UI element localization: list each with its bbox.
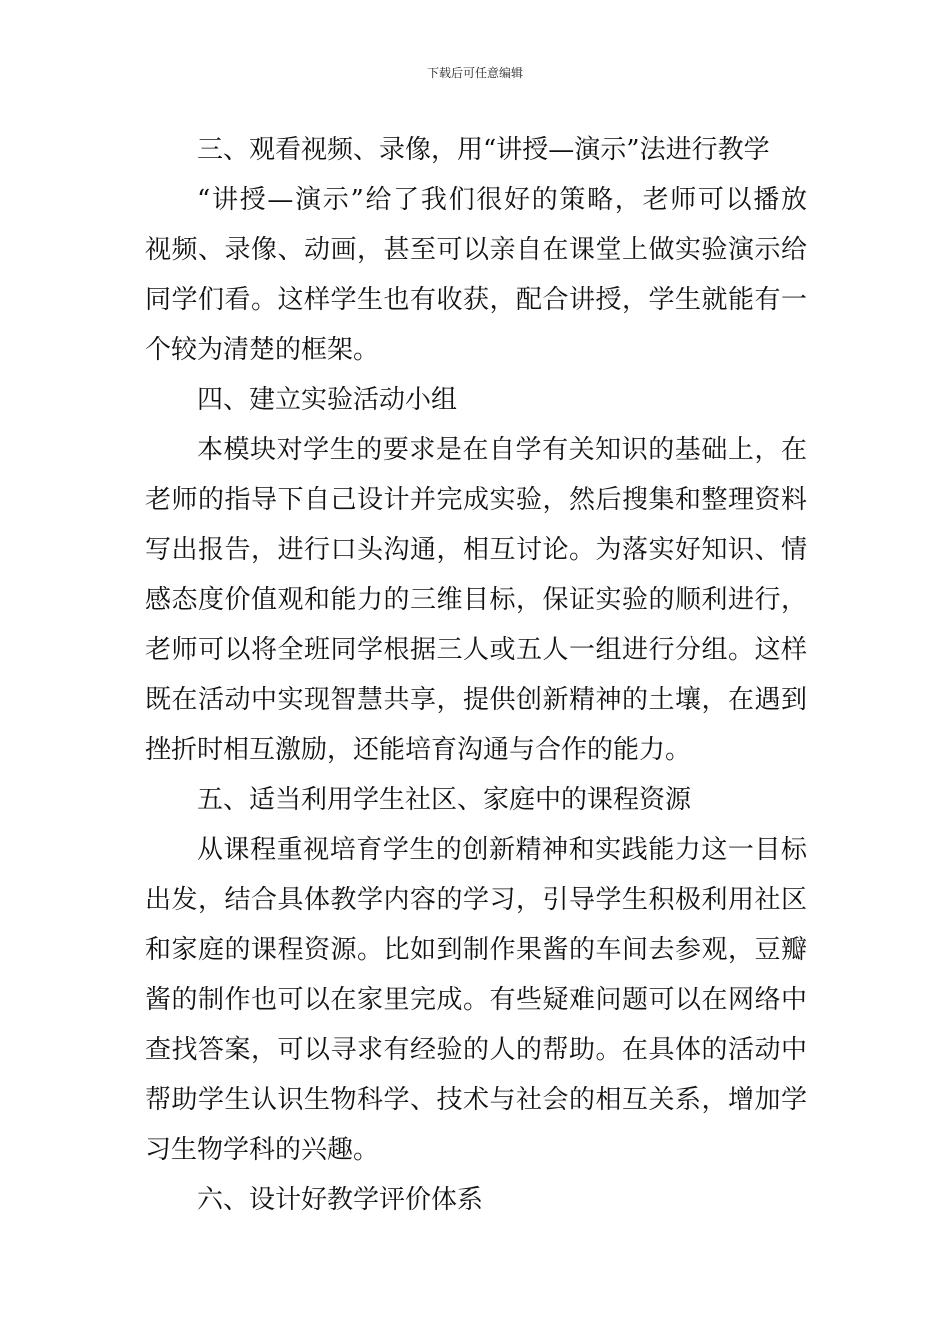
paragraph-line: 和家庭的课程资源。比如到制作果酱的车间去参观，豆瓣 [145,935,807,965]
page-header: 下载后可任意编辑 [426,66,523,80]
paragraph-line: 写出报告，进行口头沟通，相互讨论。为落实好知识、情 [145,535,807,565]
paragraph-line: 酱的制作也可以在家里完成。有些疑难问题可以在网络中 [145,985,807,1015]
heading-section-3: 三、观看视频、录像，用“讲授—演示”法进行教学 [197,135,770,165]
paragraph-line: 老师的指导下自己设计并完成实验，然后搜集和整理资料 [145,485,807,515]
paragraph-line: 老师可以将全班同学根据三人或五人一组进行分组。这样 [145,635,807,665]
paragraph-line: 帮助学生认识生物科学、技术与社会的相互关系，增加学 [145,1085,807,1115]
paragraph-line: 视频、录像、动画，甚至可以亲自在课堂上做实验演示给 [145,235,807,265]
paragraph-line: 查找答案，可以寻求有经验的人的帮助。在具体的活动中 [145,1035,807,1065]
paragraph-line: 既在活动中实现智慧共享，提供创新精神的土壤，在遇到 [145,685,807,715]
paragraph-line: 习生物学科的兴趣。 [145,1135,380,1165]
paragraph-line: 出发，结合具体教学内容的学习，引导学生积极利用社区 [145,885,807,915]
paragraph-line: 同学们看。这样学生也有收获，配合讲授，学生就能有一 [145,285,807,315]
document-body [145,125,807,1225]
paragraph-line: 感态度价值观和能力的三维目标，保证实验的顺利进行， [145,585,807,615]
heading-section-4: 四、建立实验活动小组 [197,385,458,415]
paragraph-line: 本模块对学生的要求是在自学有关知识的基础上，在 [197,435,807,465]
heading-section-6: 六、设计好教学评价体系 [197,1185,484,1215]
paragraph-line: “讲授—演示”给了我们很好的策略，老师可以播放 [197,185,807,215]
paragraph-line: 从课程重视培育学生的创新精神和实践能力这一目标 [197,835,807,865]
paragraph-line: 个较为清楚的框架。 [145,335,380,365]
heading-section-5: 五、适当利用学生社区、家庭中的课程资源 [197,785,692,815]
paragraph-line: 挫折时相互激励，还能培育沟通与合作的能力。 [145,735,692,765]
